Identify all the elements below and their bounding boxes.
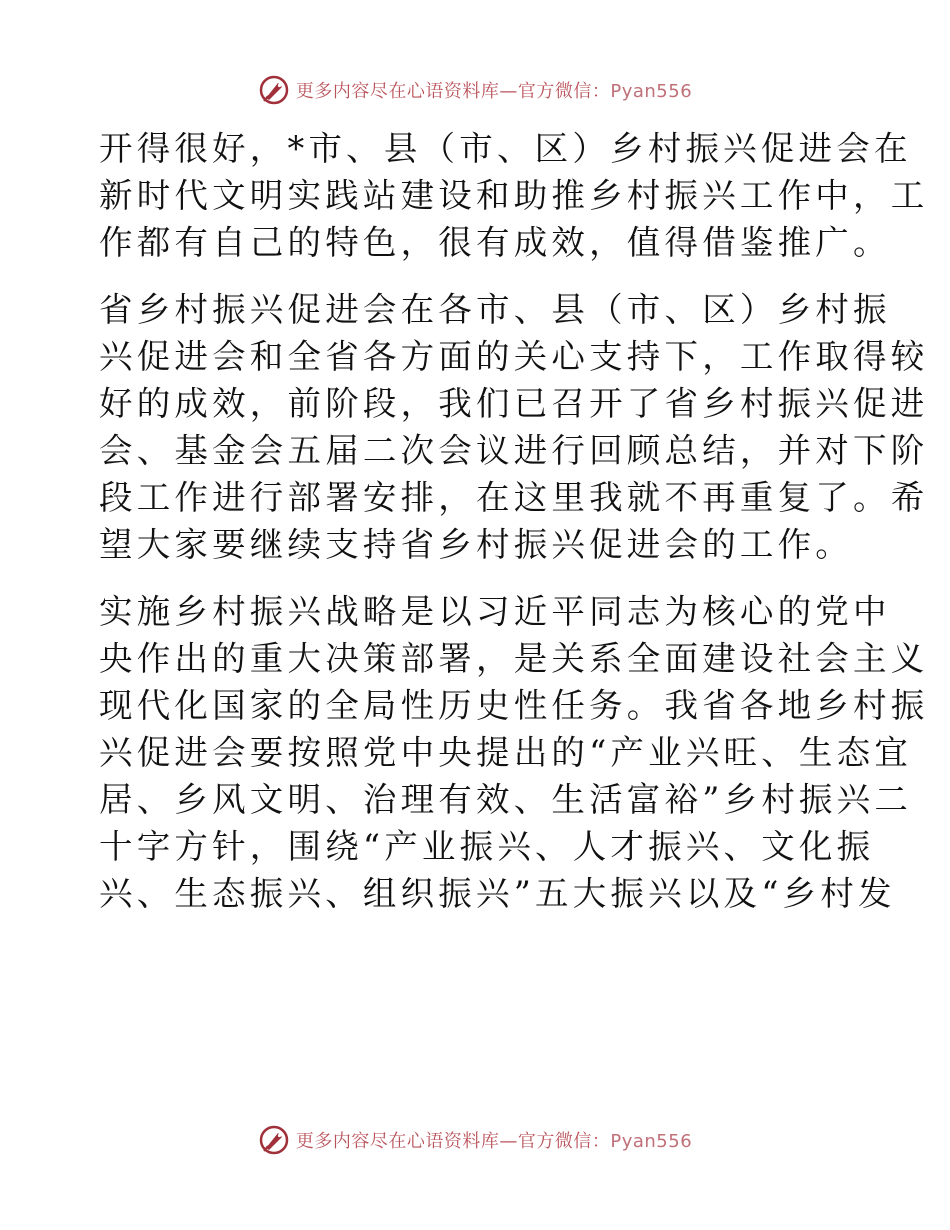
text-line: 望大家要继续支持省乡村振兴促进会的工作。 [99,525,853,564]
document-body [99,125,929,917]
text-line: 兴促进会要按照党中央提出的“产业兴旺、生态宜 [99,733,913,772]
text-line: 作都有自己的特色，很有成效，值得借鉴推广。 [99,223,891,262]
text-line: 十字方针，围绕“产业振兴、人才振兴、文化振 [99,827,875,866]
text-line: 段工作进行部署安排，在这里我就不再重复了。希 [99,478,929,517]
text-line: 实施乡村振兴战略是以习近平同志为核心的党中 [99,592,891,631]
text-line: 居、乡风文明、治理有效、生活富裕”乡村振兴二 [99,780,913,819]
pen-nib-icon [258,74,290,106]
text-line: 现代化国家的全局性历史性任务。我省各地乡村振 [99,686,929,725]
text-line: 省乡村振兴促进会在各市、县（市、区）乡村振 [99,290,891,329]
text-line: 兴促进会和全省各方面的关心支持下，工作取得较 [99,337,929,376]
text-line: 开得很好，*市、县（市、区）乡村振兴促进会在 [99,129,912,168]
header-banner [0,72,950,108]
text-line: 央作出的重大决策部署，是关系全面建设社会主义 [99,639,929,678]
text-line: 会、基金会五届二次会议进行回顾总结，并对下阶 [99,431,929,470]
paragraph-1 [99,125,929,266]
text-line: 兴、生态振兴、组织振兴”五大振兴以及“乡村发 [99,874,896,913]
text-line: 好的成效，前阶段，我们已召开了省乡村振兴促进 [99,384,929,423]
text-line: 新时代文明实践站建设和助推乡村振兴工作中，工 [99,176,929,215]
wechat-id: Pyan556 [610,1131,693,1152]
footer-banner [0,1122,950,1158]
banner-text: 更多内容尽在心语资料库—官方微信： [295,81,611,102]
pen-nib-icon [258,1124,290,1156]
banner-text: 更多内容尽在心语资料库—官方微信： [295,1131,611,1152]
wechat-id: Pyan556 [610,81,693,102]
paragraph-3 [99,588,929,917]
paragraph-2 [99,286,929,568]
